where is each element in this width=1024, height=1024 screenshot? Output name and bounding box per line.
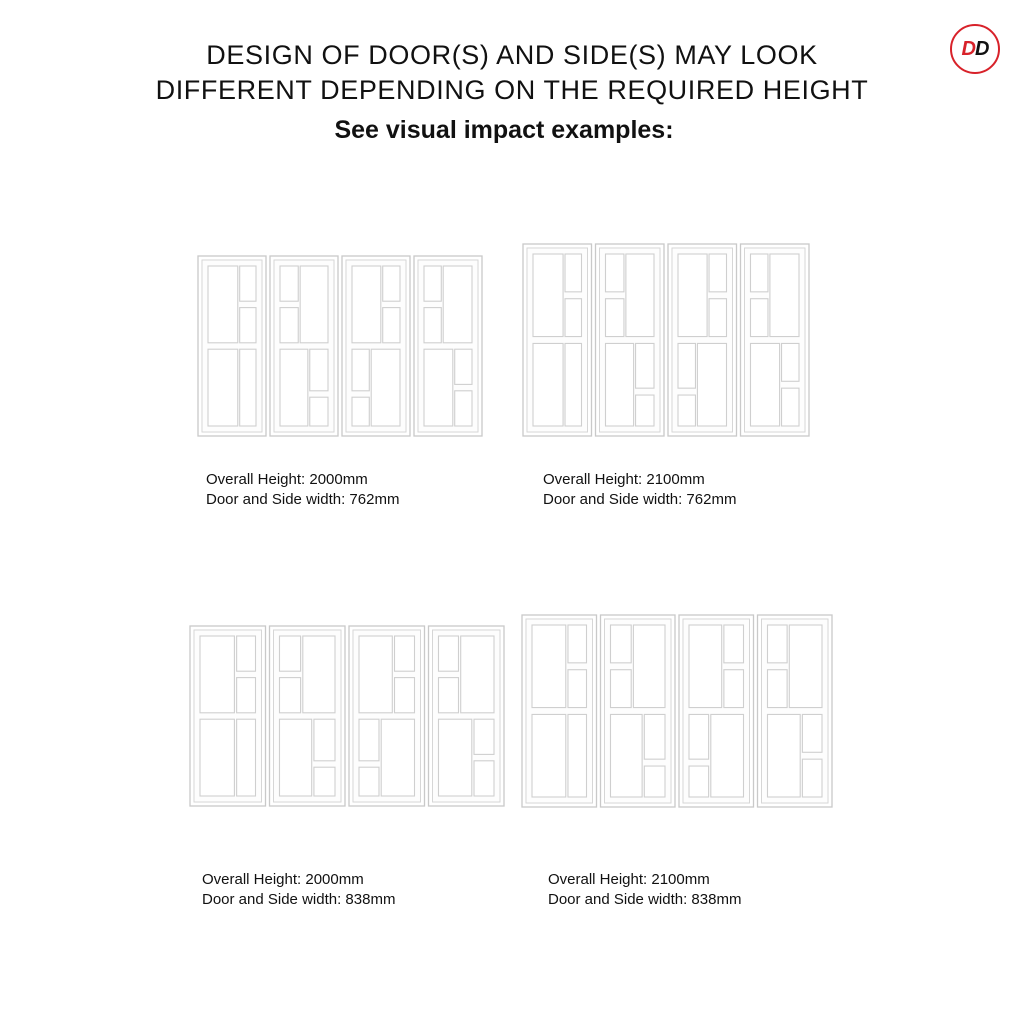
door-set-2 xyxy=(523,244,809,436)
glass-pane xyxy=(383,308,400,343)
glass-pane xyxy=(768,714,801,797)
glass-pane xyxy=(724,670,744,708)
glass-pane xyxy=(455,349,472,384)
overall-height-label: Overall Height: 2000mm xyxy=(202,871,364,888)
glass-pane xyxy=(439,719,472,796)
glass-pane xyxy=(532,714,566,797)
glass-pane xyxy=(611,714,643,797)
glass-pane xyxy=(689,714,709,759)
logo-letter-1: D xyxy=(961,37,975,60)
glass-pane xyxy=(208,349,238,426)
glass-pane xyxy=(789,625,822,708)
door-side-width-label: Door and Side width: 838mm xyxy=(202,891,396,908)
glass-pane xyxy=(455,391,472,426)
glass-pane xyxy=(678,343,695,388)
glass-pane xyxy=(802,714,822,752)
door-side-width-label: Door and Side width: 838mm xyxy=(548,891,742,908)
glass-pane xyxy=(314,767,335,796)
glass-pane xyxy=(533,254,563,337)
glass-pane xyxy=(697,343,726,426)
glass-pane xyxy=(689,625,722,708)
glass-pane xyxy=(633,625,665,708)
glass-pane xyxy=(359,767,379,796)
glass-pane xyxy=(439,636,459,671)
headline-line-2: DIFFERENT DEPENDING ON THE REQUIRED HEIGHT xyxy=(155,75,869,105)
door-set-4 xyxy=(522,615,832,807)
glass-pane xyxy=(768,670,788,708)
caption-example-2 xyxy=(543,470,736,510)
glass-pane xyxy=(611,625,632,663)
glass-pane xyxy=(782,343,799,381)
glass-pane xyxy=(474,719,494,754)
glass-pane xyxy=(200,636,234,713)
glass-pane xyxy=(568,625,587,663)
glass-pane xyxy=(310,397,328,426)
glass-pane xyxy=(709,299,726,337)
door-set-3 xyxy=(190,626,504,806)
glass-pane xyxy=(626,254,654,337)
glass-pane xyxy=(352,266,381,343)
glass-pane xyxy=(280,308,298,343)
glass-pane xyxy=(461,636,494,713)
glass-pane xyxy=(611,670,632,708)
glass-pane xyxy=(395,636,415,671)
glass-pane xyxy=(532,625,566,708)
glass-pane xyxy=(678,395,695,426)
caption-example-1 xyxy=(206,470,399,510)
glass-pane xyxy=(280,636,301,671)
glass-pane xyxy=(711,714,744,797)
glass-pane xyxy=(782,388,799,426)
overall-height-label: Overall Height: 2100mm xyxy=(543,471,705,488)
door-side-width-label: Door and Side width: 762mm xyxy=(543,491,737,508)
glass-pane xyxy=(565,299,581,337)
brand-logo xyxy=(950,24,1000,74)
glass-pane xyxy=(802,759,822,797)
glass-pane xyxy=(606,343,634,426)
glass-pane xyxy=(280,266,298,301)
subtitle: See visual impact examples: xyxy=(334,116,674,144)
glass-pane xyxy=(709,254,726,292)
caption-example-4 xyxy=(548,870,741,910)
glass-pane xyxy=(768,625,788,663)
glass-pane xyxy=(606,299,624,337)
glass-pane xyxy=(371,349,400,426)
glass-pane xyxy=(568,670,587,708)
glass-pane xyxy=(240,266,256,301)
glass-pane xyxy=(439,678,459,713)
glass-pane xyxy=(678,254,707,337)
glass-pane xyxy=(644,766,665,797)
glass-pane xyxy=(280,678,301,713)
glass-pane xyxy=(565,254,581,292)
glass-pane xyxy=(751,343,780,426)
glass-pane xyxy=(424,349,453,426)
glass-pane xyxy=(443,266,472,343)
glass-pane xyxy=(606,254,624,292)
glass-pane xyxy=(352,397,369,426)
glass-pane xyxy=(636,395,654,426)
door-set-1 xyxy=(198,256,482,436)
glass-pane xyxy=(533,343,563,426)
glass-pane xyxy=(359,719,379,761)
overall-height-label: Overall Height: 2100mm xyxy=(548,871,710,888)
glass-pane xyxy=(644,714,665,759)
glass-pane xyxy=(237,719,256,796)
glass-pane xyxy=(237,636,256,671)
glass-pane xyxy=(310,349,328,391)
glass-pane xyxy=(240,349,256,426)
glass-pane xyxy=(568,714,587,797)
glass-pane xyxy=(770,254,799,337)
glass-pane xyxy=(395,678,415,713)
glass-pane xyxy=(724,625,744,663)
glass-pane xyxy=(751,254,768,292)
glass-pane xyxy=(689,766,709,797)
glass-pane xyxy=(314,719,335,761)
overall-height-label: Overall Height: 2000mm xyxy=(206,471,368,488)
glass-pane xyxy=(208,266,238,343)
glass-pane xyxy=(474,761,494,796)
glass-pane xyxy=(240,308,256,343)
logo-letter-2: D xyxy=(975,37,989,60)
glass-pane xyxy=(300,266,328,343)
glass-pane xyxy=(237,678,256,713)
glass-pane xyxy=(424,308,441,343)
glass-pane xyxy=(424,266,441,301)
headline-line-1: DESIGN OF DOOR(S) AND SIDE(S) MAY LOOK xyxy=(206,40,818,70)
glass-pane xyxy=(303,636,335,713)
glass-pane xyxy=(280,719,312,796)
glass-pane xyxy=(636,343,654,388)
glass-pane xyxy=(381,719,414,796)
caption-example-3 xyxy=(202,870,395,910)
glass-pane xyxy=(383,266,400,301)
glass-pane xyxy=(200,719,234,796)
door-side-width-label: Door and Side width: 762mm xyxy=(206,491,400,508)
glass-pane xyxy=(352,349,369,391)
glass-pane xyxy=(359,636,392,713)
glass-pane xyxy=(565,343,581,426)
glass-pane xyxy=(751,299,768,337)
glass-pane xyxy=(280,349,308,426)
